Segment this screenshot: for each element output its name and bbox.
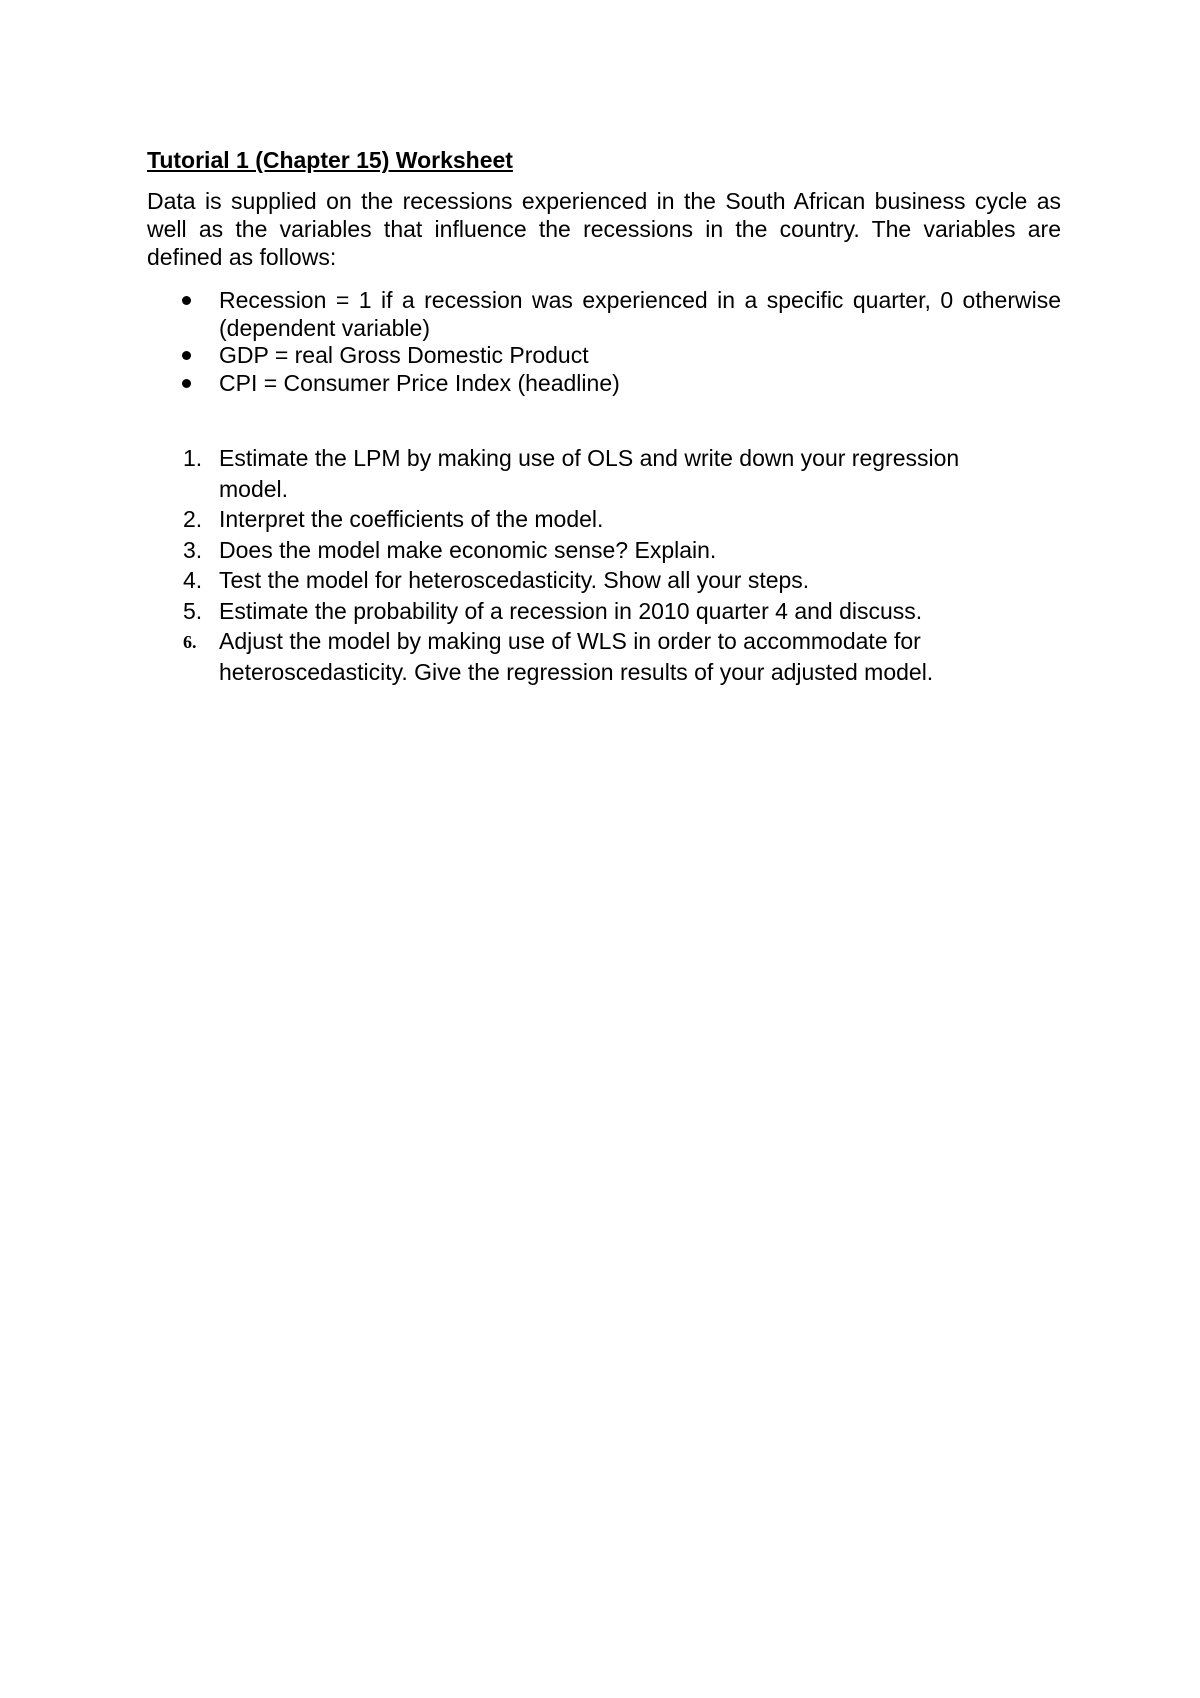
question-number: 4. (183, 567, 203, 593)
definition-text: Recession = 1 if a recession was experienced in a specific quarter, 0 otherwise (dependent variable) (219, 287, 1061, 341)
question-text: Adjust the model by making use of WLS in order to accommodate for heteroscedasticity. Give the regression results of your adjusted model. (219, 628, 934, 685)
question-item-4 (147, 565, 1027, 596)
question-number: 3. (183, 536, 203, 563)
document-content (147, 145, 1061, 687)
bullet-icon (182, 296, 191, 305)
intro-paragraph: Data is supplied on the recessions experienced in the South African business cycle as well as the variables that influence the recessions in the country. The variables are defined as follows: (147, 188, 1061, 270)
question-item-6 (147, 626, 1027, 687)
definition-text: GDP = real Gross Domestic Product (219, 342, 589, 368)
question-item-2 (147, 504, 1027, 535)
bullet-icon (182, 379, 191, 388)
question-number: 6. (183, 632, 197, 652)
definition-text: CPI = Consumer Price Index (headline) (219, 369, 620, 396)
definition-item-cpi (147, 370, 1061, 398)
questions-list (147, 443, 1027, 687)
question-text: Test the model for heteroscedasticity. Show all your steps. (219, 567, 810, 593)
question-number: 1. (183, 445, 203, 471)
definition-item-recession (147, 287, 1061, 342)
question-text: Interpret the coefficients of the model. (219, 506, 604, 532)
question-text: Estimate the LPM by making use of OLS and write down your regression model. (219, 445, 960, 502)
question-item-3 (147, 535, 1027, 566)
definition-item-gdp (147, 342, 1061, 370)
question-item-1 (147, 443, 1027, 504)
bullet-icon (182, 351, 191, 360)
variable-definitions-list (147, 287, 1061, 397)
question-text: Estimate the probability of a recession in 2010 quarter 4 and discuss. (219, 597, 923, 624)
question-text: Does the model make economic sense? Explain. (219, 536, 717, 563)
question-item-5 (147, 596, 1027, 627)
question-number: 2. (183, 506, 203, 532)
document-title: Tutorial 1 (Chapter 15) Worksheet (147, 147, 513, 173)
question-number: 5. (183, 597, 203, 624)
